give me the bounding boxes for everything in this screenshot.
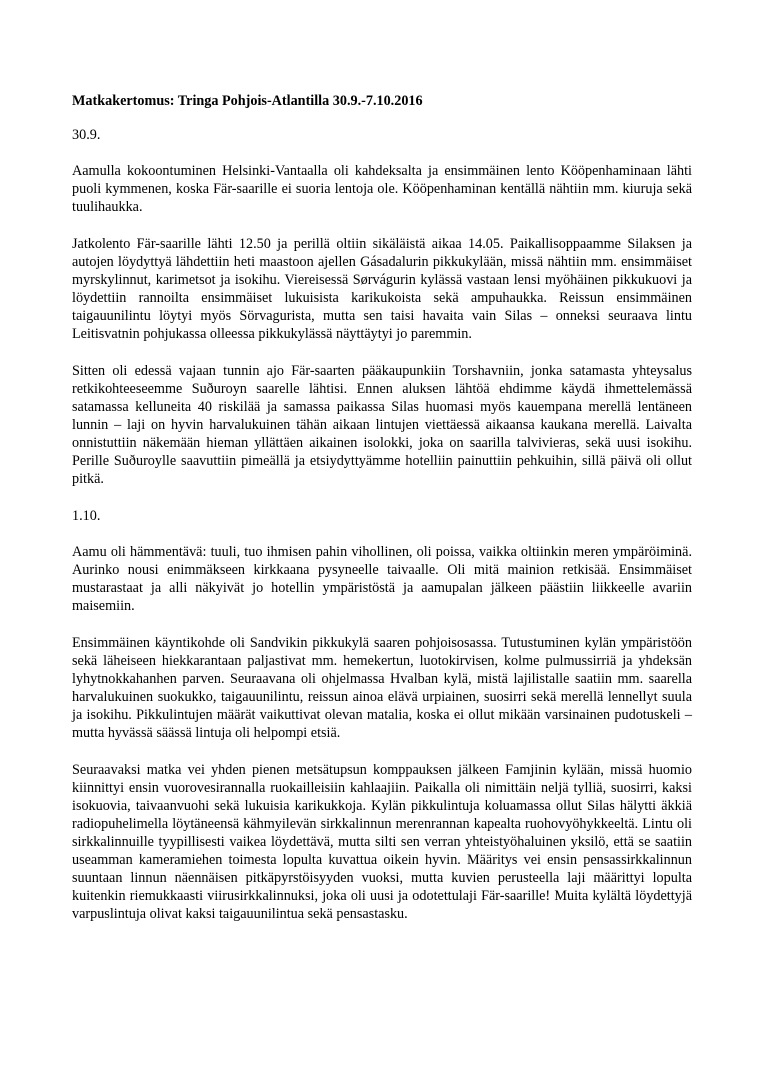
document-body <box>72 92 692 942</box>
section-date: 30.9. <box>72 127 101 143</box>
report-title: Matkakertomus: Tringa Pohjois-Atlantilla 30.9.-7.10.2016 <box>72 93 423 109</box>
paragraph: Sitten oli edessä vajaan tunnin ajo Fär-saarten pääkaupunkiin Torshavniin, jonka satamasta yhteysalus retkikohteeseemme Suðuroyn saarelle lähtisi. Ennen aluksen lähtöä ehdimme käydä ihmettelemässä satamassa kelluneita 40 riskilää ja samassa paikassa Silas huomasi myös kauempana merellä lentäneen lunnin – laji on hyvin harvalukuinen tähän aikaan lintujen viettäessä aikaansa kaukana merellä. Laivalta onnistuttiin näkemään hieman yllättäen aikainen isolokki, joka on saarilla talvivieras, sekä uusi isokihu. Perille Suðuroylle saavuttiin pimeällä ja etsiydyttyämme hotelliin painuttiin pehkuihin, sillä päivä oli ollut pitkä. <box>72 363 692 487</box>
paragraph: Aamulla kokoontuminen Helsinki-Vantaalla oli kahdeksalta ja ensimmäinen lento Kööpenhaminaan lähti puoli kymmenen, koska Fär-saarille ei suoria lentoja ole. Kööpenhaminan kentällä nähtiin mm. kiuruja sekä tuulihaukka. <box>72 163 692 215</box>
day-section-2 <box>72 507 692 923</box>
paragraph: Ensimmäinen käyntikohde oli Sandvikin pikkukylä saaren pohjoisosassa. Tutustuminen kylän ympäristöön sekä läheiseen hiekkarantaan paljastivat mm. hemekertun, luotokirvisen, kolme pulmussirriä ja yhdeksän lyhytnokkahanhen parven. Seuraavana oli ohjelmassa Hvalban kylä, mistä lajilistalle saatiin mm. saarella harvalukuinen suokukko, taigauunilintu, reissun ainoa elävä urpiainen, suosirri sekä merellä lennellyt suula ja isokihu. Pikkulintujen määrät vaikuttivat olevan matalia, koska ei ollut mikään varsinainen pudotuskeli – mutta hyvässä säässä lintuja oli helpompi etsiä. <box>72 635 692 741</box>
paragraph: Seuraavaksi matka vei yhden pienen metsätupsun komppauksen jälkeen Famjinin kylään, missä huomio kiinnittyi ensin vuorovesirannalla ruokailleisiin kahlaajiin. Paikalla oli nimittäin neljä tylliä, suosirri, kaksi isokuovia, taivaanvuohi sekä lukuisia karikukkoja. Kylän pikkulintuja koluamassa ollut Silas hälytti äkkiä radiopuhelimella löytäneensä kähmyilevän sirkkalinnun merenrannan kapealta ruohovyöhykkeeltä. Lintu oli sirkkalinnuille tyypillisesti vaikea löydettävä, mutta silti sen verran yhteistyöhaluinen yksilö, että se saatiin useamman kameramiehen toimesta lopulta kuvattua oikein hyvin. Määritys vei ensin pensassirkkalinnun suuntaan linnun näennäisen pitkäpyrstöisyyden vuoksi, mutta kuvien perusteella laji määrittyi lopulta kuitenkin riemukkaasti viirusirkkalinnuksi, joka oli uusi ja odotettulaji Fär-saarille! Muita kylältä löydettyjä varpuslintuja olivat kaksi taigauunilintua sekä pensastasku. <box>72 762 692 922</box>
day-section-1 <box>72 126 692 488</box>
paragraph: Aamu oli hämmentävä: tuuli, tuo ihmisen pahin vihollinen, oli poissa, vaikka oltiinkin meren ympäröiminä. Aurinko nousi enimmäkseen kirkkaana pysyneelle taivaalle. Oli mitä mainion retkisää. Ensimmäiset mustarastaat ja alli näkyivät jo hotellin ympäristöstä ja aamupalan jälkeen päästiin liikkeelle avariin maisemiin. <box>72 544 692 614</box>
paragraph: Jatkolento Fär-saarille lähti 12.50 ja perillä oltiin sikäläistä aikaa 14.05. Paikallisoppaamme Silaksen ja autojen löydyttyä lähdettiin heti maastoon ajellen Gásadalurin pikkukylään, missä nähtiin mm. ensimmäiset myrskylinnut, karimetsot ja isokihu. Viereisessä Sørvágurin kylässä vastaan lensi myöhäinen pikkukuovi ja löydettiin rannoilta ensimmäiset lukuisista karikukoista sekä ampuhaukka. Reissun ensimmäinen taigauunilintu löytyi myös Sörvagurista, mutta sen taisi havaita vain Silas – onneksi seuraava lintu Leitisvatnin pohjukassa olleessa pikkukylässä näyttäytyi jo paremmin. <box>72 236 692 342</box>
section-date: 1.10. <box>72 508 101 524</box>
